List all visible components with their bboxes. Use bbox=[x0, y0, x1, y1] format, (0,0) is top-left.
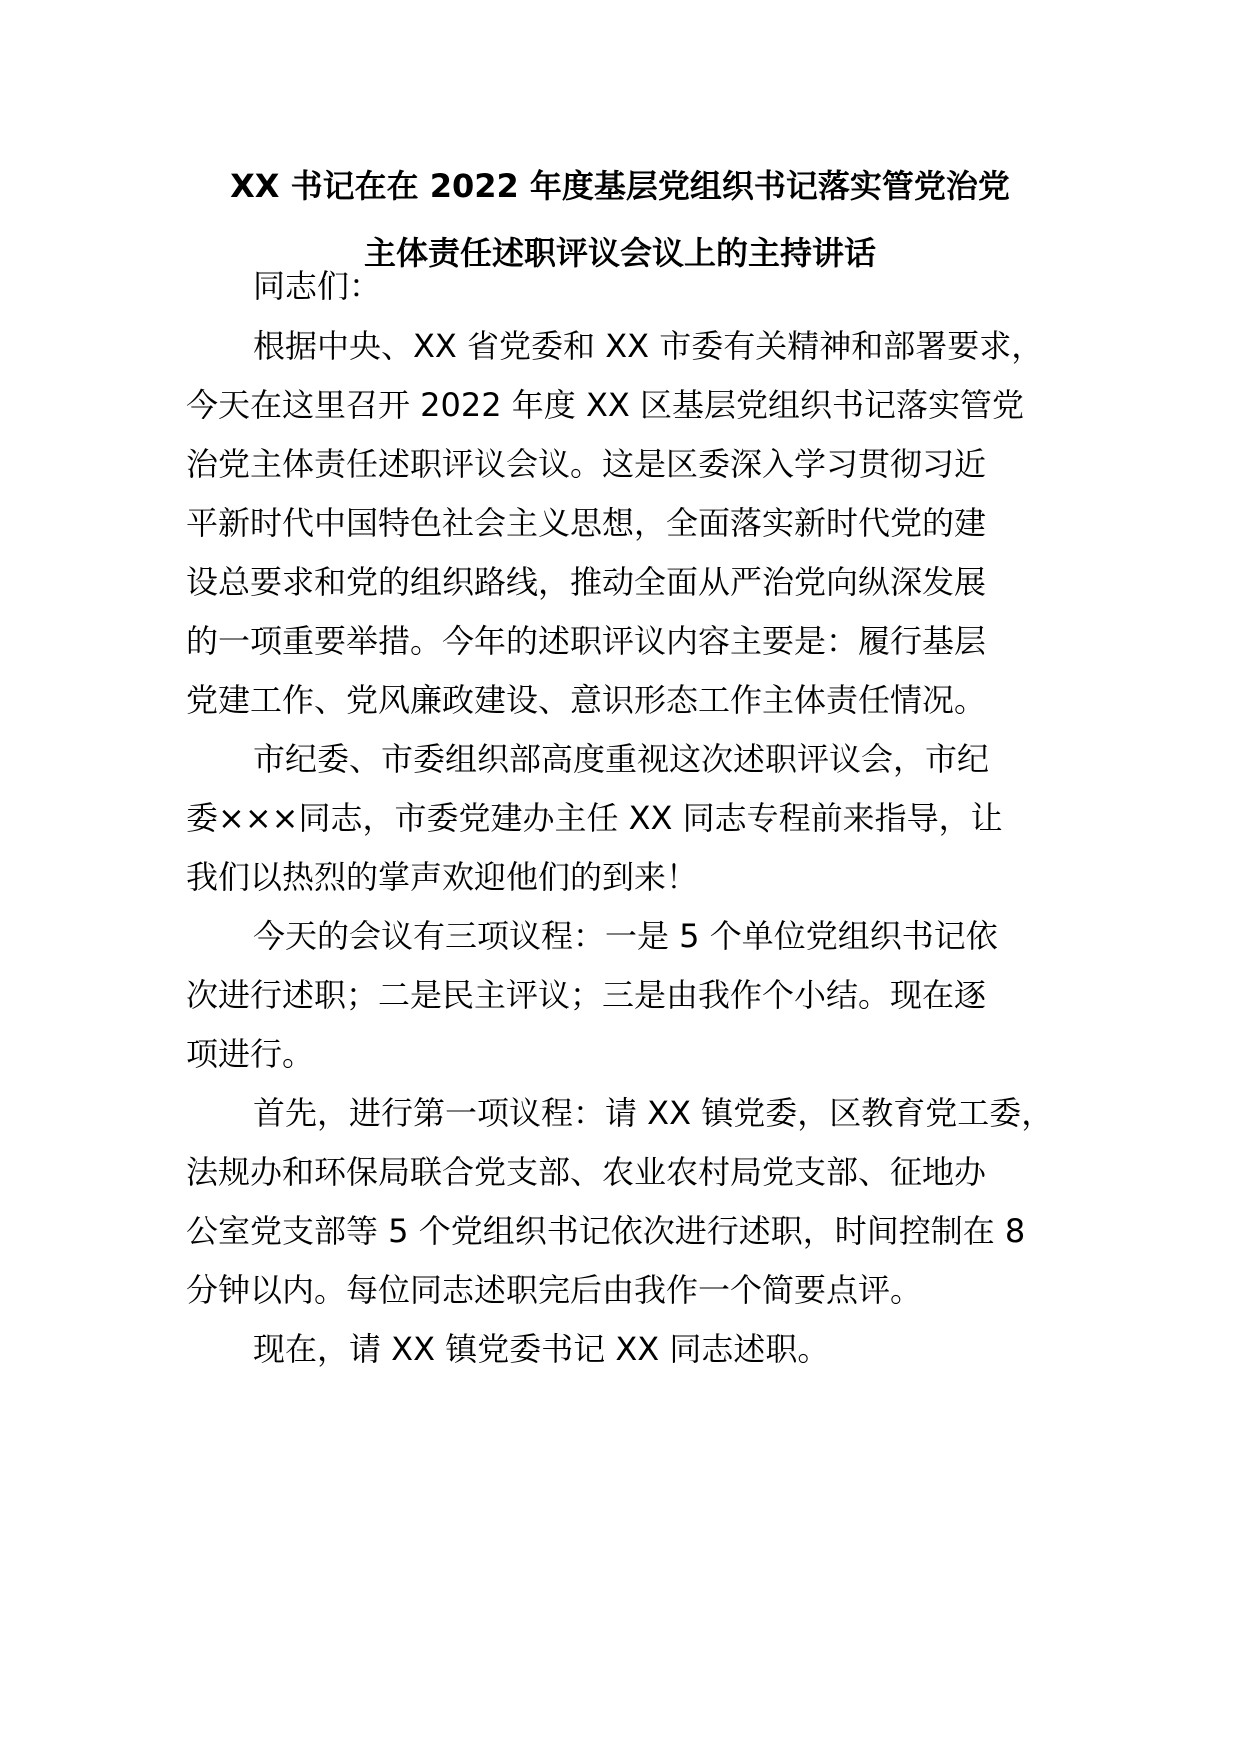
paragraph-line: 党建工作、党风廉政建设、意识形态工作主体责任情况。 bbox=[186, 681, 987, 719]
document-title-line-1: XX 书记在在 2022 年度基层党组织书记落实管党治党 bbox=[230, 167, 1010, 205]
paragraph-line: 首先，进行第一项议程：请 XX 镇党委，区教育党工委， bbox=[253, 1094, 1054, 1132]
salutation: 同志们： bbox=[253, 267, 382, 305]
paragraph-line: 次进行述职；二是民主评议；三是由我作个小结。现在逐 bbox=[186, 976, 987, 1014]
paragraph-line: 我们以热烈的掌声欢迎他们的到来！ bbox=[186, 858, 699, 896]
paragraph-line: 公室党支部等 5 个党组织书记依次进行述职，时间控制在 8 bbox=[186, 1212, 1026, 1250]
paragraph-line: 现在，请 XX 镇党委书记 XX 同志述职。 bbox=[253, 1330, 830, 1368]
paragraph-line: 分钟以内。每位同志述职完后由我作一个简要点评。 bbox=[186, 1271, 923, 1309]
paragraph-line: 根据中央、XX 省党委和 XX 市委有关精神和部署要求， bbox=[253, 327, 1044, 365]
paragraph-line: 法规办和环保局联合党支部、农业农村局党支部、征地办 bbox=[186, 1153, 987, 1191]
paragraph-line: 设总要求和党的组织路线，推动全面从严治党向纵深发展 bbox=[186, 563, 987, 601]
paragraph-line: 治党主体责任述职评议会议。这是区委深入学习贯彻习近 bbox=[186, 445, 987, 483]
paragraph-line: 市纪委、市委组织部高度重视这次述职评议会，市纪 bbox=[253, 740, 990, 778]
paragraph-line: 项进行。 bbox=[186, 1035, 315, 1073]
paragraph-line: 今天的会议有三项议程：一是 5 个单位党组织书记依 bbox=[253, 917, 998, 955]
paragraph-line: 平新时代中国特色社会主义思想，全面落实新时代党的建 bbox=[186, 504, 987, 542]
paragraph-line: 今天在这里召开 2022 年度 XX 区基层党组织书记落实管党 bbox=[186, 386, 1024, 424]
paragraph-line: 委×××同志，市委党建办主任 XX 同志专程前来指导，让 bbox=[186, 799, 1003, 837]
paragraph-line: 的一项重要举措。今年的述职评议内容主要是：履行基层 bbox=[186, 622, 987, 660]
document-title-line-2: 主体责任述职评议会议上的主持讲话 bbox=[363, 234, 876, 272]
